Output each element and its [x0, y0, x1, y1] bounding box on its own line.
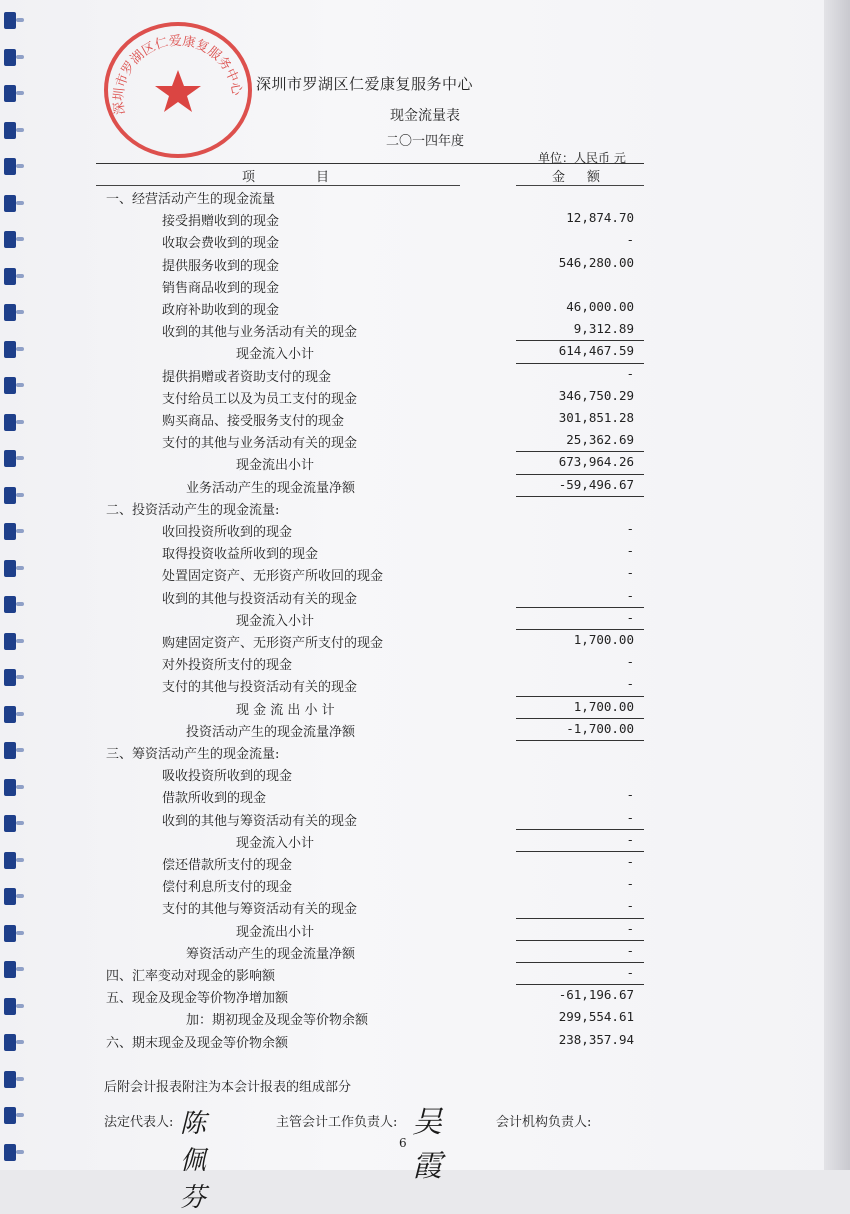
row-amount: 546,280.00 — [558, 254, 634, 270]
legal-rep-label: 法定代表人: — [104, 1115, 174, 1130]
table-row — [0, 563, 850, 585]
row-amount: 238,357.94 — [558, 1031, 634, 1047]
row-label: 现金流入小计 — [236, 347, 315, 363]
table-row — [0, 874, 850, 896]
row-amount: - — [626, 609, 634, 625]
table-row — [0, 674, 850, 696]
table-row — [0, 919, 850, 941]
row-label: 取得投资收益所收到的现金 — [162, 547, 319, 563]
table-row — [0, 208, 850, 230]
row-amount: - — [626, 854, 634, 869]
row-amount: - — [626, 831, 634, 847]
row-label: 偿还借款所支付的现金 — [162, 858, 293, 873]
table-row — [0, 541, 850, 563]
row-label: 筹资活动产生的现金流量净额 — [186, 946, 356, 962]
table-row — [0, 1007, 850, 1029]
row-label: 收回投资所收到的现金 — [162, 525, 293, 540]
row-amount: 46,000.00 — [566, 299, 634, 314]
accounting-org-label: 会计机构负责人: — [496, 1115, 592, 1130]
table-top-rule — [96, 163, 644, 164]
row-label: 现金流入小计 — [236, 835, 315, 851]
column-header-item-a: 项 — [242, 170, 256, 185]
row-amount: - — [626, 521, 634, 536]
table-row — [0, 652, 850, 674]
currency-unit: 单位：人民币 元 — [538, 151, 626, 165]
table-row — [0, 830, 850, 852]
table-row — [0, 785, 850, 807]
row-label: 一、经营活动产生的现金流量 — [106, 192, 276, 207]
table-row — [0, 341, 850, 363]
row-amount: - — [626, 965, 634, 980]
row-label: 业务活动产生的现金流量净额 — [186, 480, 356, 496]
table-row — [0, 475, 850, 497]
row-amount: - — [626, 898, 634, 914]
row-label: 收到的其他与筹资活动有关的现金 — [162, 813, 358, 829]
table-row — [0, 741, 850, 763]
row-amount: 301,851.28 — [558, 410, 634, 425]
binding-ring — [4, 85, 16, 102]
table-row — [0, 452, 850, 474]
table-row — [0, 275, 850, 297]
row-label: 收到的其他与业务活动有关的现金 — [162, 325, 358, 341]
row-amount: - — [626, 587, 634, 603]
table-row — [0, 763, 850, 785]
row-amount: - — [626, 942, 634, 958]
row-label: 现金流出小计 — [236, 458, 315, 474]
row-label: 三、筹资活动产生的现金流量: — [106, 747, 280, 762]
table-row — [0, 430, 850, 452]
binding-ring — [4, 158, 16, 175]
accounting-head-signature: 吴霞 — [412, 1105, 439, 1184]
row-label: 二、投资活动产生的现金流量: — [106, 502, 280, 518]
table-row — [0, 719, 850, 741]
table-row — [0, 963, 850, 985]
row-amount: 299,554.61 — [558, 1009, 634, 1025]
row-label: 购建固定资产、无形资产所支付的现金 — [162, 636, 384, 651]
row-amount: - — [626, 920, 634, 936]
statement-title: 现金流量表 — [390, 108, 460, 124]
table-row — [0, 386, 850, 408]
binding-ring — [4, 12, 16, 29]
row-label: 偿付利息所支付的现金 — [162, 880, 293, 896]
row-amount: - — [626, 543, 634, 559]
row-label: 处置固定资产、无形资产所收回的现金 — [162, 569, 384, 585]
row-label: 购买商品、接受服务支付的现金 — [162, 414, 345, 429]
row-label: 提供服务收到的现金 — [162, 258, 280, 274]
row-label: 现金流入小计 — [236, 613, 315, 629]
row-label: 加：期初现金及现金等价物余额 — [186, 1013, 369, 1029]
row-amount: - — [626, 876, 634, 892]
table-row — [0, 896, 850, 918]
row-label: 对外投资所支付的现金 — [162, 658, 293, 674]
row-label: 支付的其他与筹资活动有关的现金 — [162, 902, 358, 918]
row-label: 收取会费收到的现金 — [162, 236, 280, 252]
row-amount: 1,700.00 — [573, 632, 634, 647]
column-header-amount: 金额 — [552, 170, 623, 185]
binding-ring — [4, 1071, 16, 1088]
row-label: 提供捐赠或者资助支付的现金 — [162, 369, 332, 385]
table-row — [0, 186, 850, 208]
row-amount: 346,750.29 — [558, 387, 634, 403]
row-amount: - — [626, 365, 634, 381]
binding-ring — [4, 49, 16, 66]
row-label: 收到的其他与投资活动有关的现金 — [162, 591, 358, 607]
table-row — [0, 630, 850, 652]
row-amount: - — [626, 787, 634, 803]
table-row — [0, 586, 850, 608]
table-row — [0, 985, 850, 1007]
table-row — [0, 852, 850, 874]
page-number: 6 — [399, 1136, 407, 1150]
row-label: 销售商品收到的现金 — [162, 280, 280, 296]
table-row — [0, 808, 850, 830]
row-label: 支付的其他与投资活动有关的现金 — [162, 680, 358, 696]
row-amount: -1,700.00 — [566, 720, 634, 736]
table-row — [0, 497, 850, 519]
row-amount: 9,312.89 — [573, 321, 634, 337]
table-row — [0, 697, 850, 719]
row-amount: - — [626, 654, 634, 670]
row-label: 四、汇率变动对现金的影响额 — [106, 969, 276, 984]
row-label: 现金流出小计 — [236, 924, 315, 940]
table-row — [0, 319, 850, 341]
table-row — [0, 1030, 850, 1052]
table-row — [0, 608, 850, 630]
table-row — [0, 941, 850, 963]
row-amount: 673,964.26 — [558, 454, 634, 470]
table-row — [0, 230, 850, 252]
row-amount: 12,874.70 — [566, 210, 634, 226]
legal-rep-signature: 陈佩芬 — [180, 1109, 205, 1213]
row-label: 支付给员工以及为员工支付的现金 — [162, 391, 358, 407]
row-label: 六、期末现金及现金等价物余额 — [106, 1035, 289, 1051]
table-row — [0, 519, 850, 541]
table-row — [0, 364, 850, 386]
row-label: 借款所收到的现金 — [162, 791, 267, 807]
row-label: 政府补助收到的现金 — [162, 303, 280, 318]
row-label: 支付的其他与业务活动有关的现金 — [162, 436, 358, 452]
row-amount: -61,196.67 — [558, 987, 634, 1003]
column-header-item-b: 目 — [316, 170, 330, 185]
organization-name: 深圳市罗湖区仁爱康复服务中心 — [256, 75, 474, 93]
row-amount: - — [626, 232, 634, 248]
row-amount: 614,467.59 — [558, 343, 634, 359]
seal-text: 深圳市罗湖区仁爱康复服务中心 — [111, 33, 245, 116]
fiscal-year: 二〇一四年度 — [385, 134, 464, 149]
row-label: 五、现金及现金等价物净增加额 — [106, 991, 289, 1007]
accounting-head-label: 主管会计工作负责人: — [276, 1115, 398, 1130]
row-label: 现 金 流 出 小 计 — [236, 702, 335, 718]
row-amount: 25,362.69 — [566, 432, 634, 448]
row-label: 吸收投资所收到的现金 — [162, 769, 293, 785]
binding-ring — [4, 1144, 16, 1161]
row-amount: - — [626, 809, 634, 825]
footnote: 后附会计报表附注为本会计报表的组成部分 — [104, 1080, 352, 1095]
row-amount: - — [626, 676, 634, 692]
row-amount: -59,496.67 — [558, 476, 634, 492]
table-row — [0, 297, 850, 319]
row-label: 接受捐赠收到的现金 — [162, 214, 280, 230]
table-row — [0, 408, 850, 430]
table-row — [0, 253, 850, 275]
row-amount: 1,700.00 — [573, 698, 634, 714]
row-amount: - — [626, 565, 634, 581]
binding-ring — [4, 1107, 16, 1124]
row-label: 投资活动产生的现金流量净额 — [186, 724, 356, 740]
